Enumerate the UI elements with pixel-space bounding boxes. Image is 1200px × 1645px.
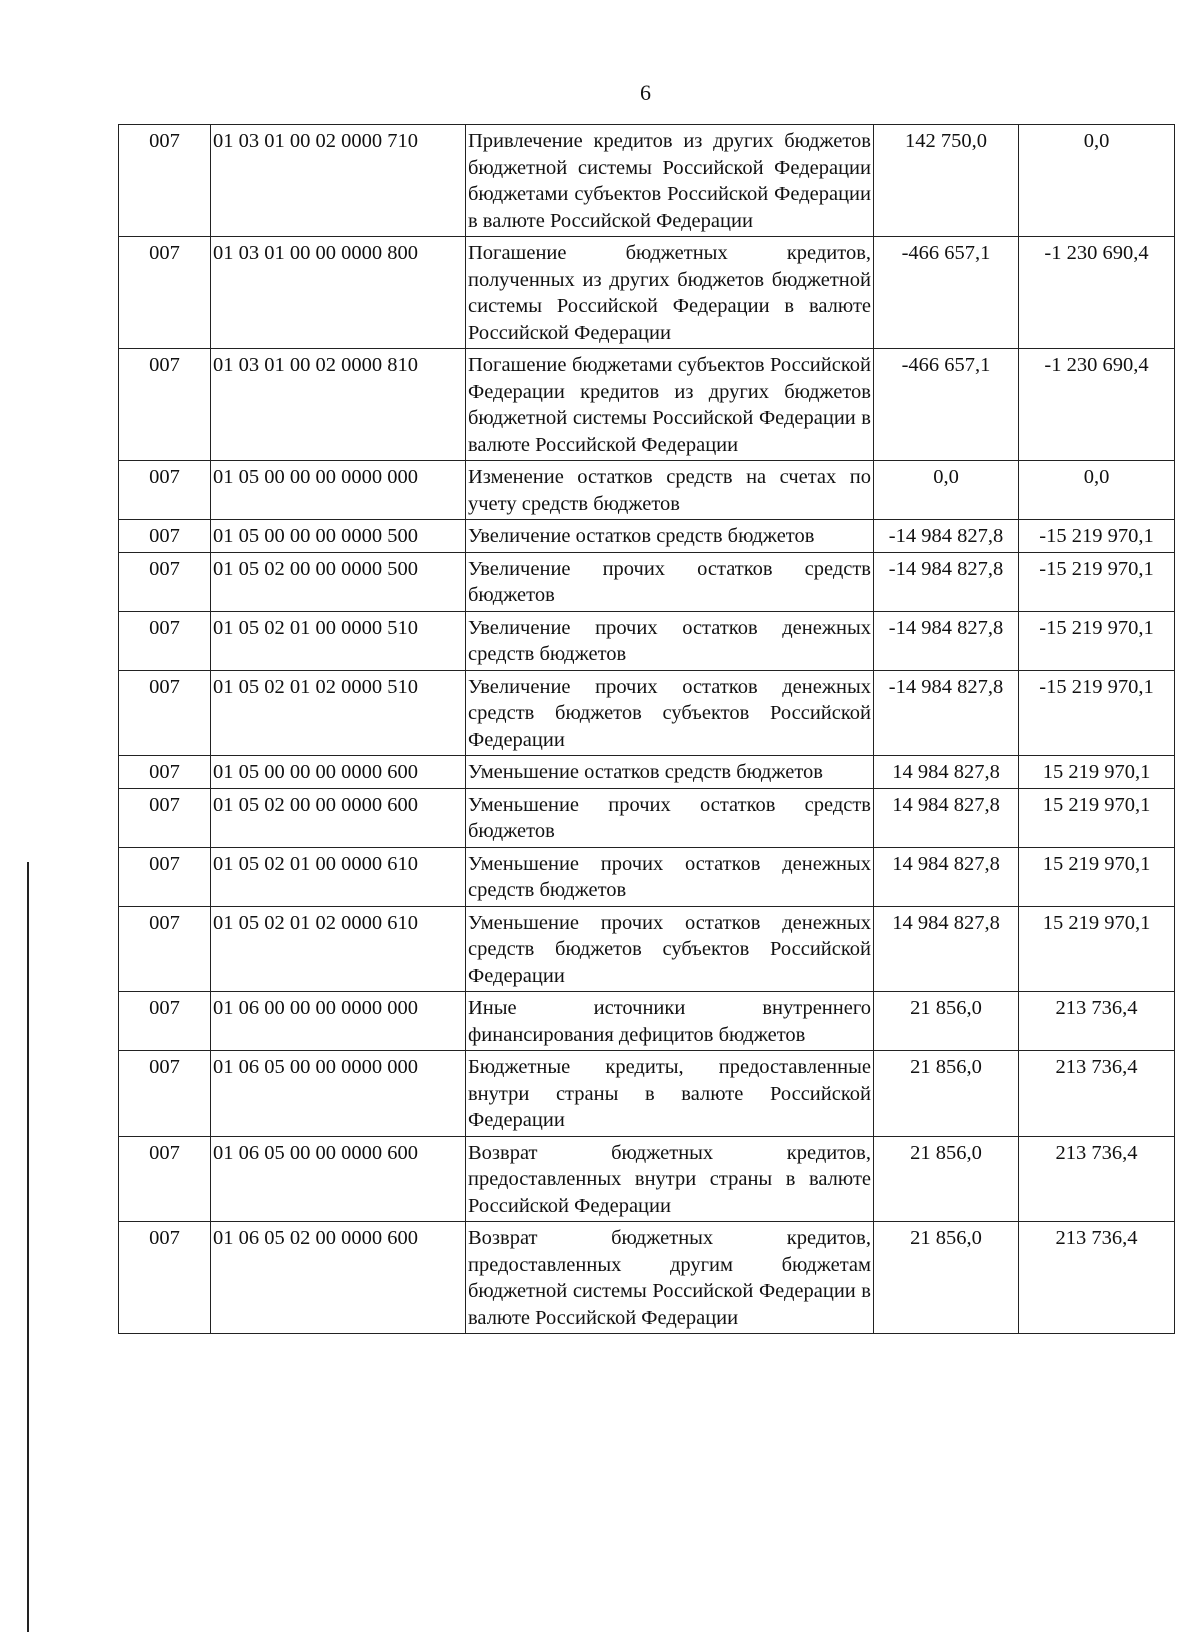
amount-second-cell: 15 219 970,1 [1019, 906, 1175, 992]
classification-code-cell: 01 03 01 00 00 0000 800 [211, 237, 466, 349]
amount-second-cell: 15 219 970,1 [1019, 847, 1175, 906]
source-name-cell: Увеличение остатков средств бюджетов [466, 520, 874, 553]
amount-first-cell: -14 984 827,8 [874, 670, 1019, 756]
classification-code-cell: 01 06 00 00 00 0000 000 [211, 992, 466, 1051]
classification-code-cell: 01 06 05 00 00 0000 600 [211, 1136, 466, 1222]
classification-code-cell: 01 05 02 01 02 0000 510 [211, 670, 466, 756]
admin-code-cell: 007 [119, 125, 211, 237]
amount-first-cell: -466 657,1 [874, 349, 1019, 461]
table-row [119, 125, 1175, 237]
source-name-cell: Увеличение прочих остатков денежных средств бюджетов [466, 611, 874, 670]
amount-first-cell: 21 856,0 [874, 1136, 1019, 1222]
amount-first-cell: -14 984 827,8 [874, 611, 1019, 670]
classification-code-cell: 01 05 02 01 02 0000 610 [211, 906, 466, 992]
amount-first-cell: 14 984 827,8 [874, 756, 1019, 789]
table-row [119, 461, 1175, 520]
source-name-cell: Иные источники внутреннего финансирования дефицитов бюджетов [466, 992, 874, 1051]
table-row [119, 906, 1175, 992]
amount-first-cell: 21 856,0 [874, 992, 1019, 1051]
classification-code-cell: 01 05 00 00 00 0000 000 [211, 461, 466, 520]
amount-second-cell: 15 219 970,1 [1019, 788, 1175, 847]
amount-second-cell: 15 219 970,1 [1019, 756, 1175, 789]
amount-first-cell: 0,0 [874, 461, 1019, 520]
classification-code-cell: 01 06 05 00 00 0000 000 [211, 1051, 466, 1137]
classification-code-cell: 01 05 00 00 00 0000 600 [211, 756, 466, 789]
amount-first-cell: -14 984 827,8 [874, 520, 1019, 553]
amount-second-cell: 0,0 [1019, 125, 1175, 237]
amount-first-cell: 14 984 827,8 [874, 847, 1019, 906]
admin-code-cell: 007 [119, 349, 211, 461]
table-row [119, 992, 1175, 1051]
amount-second-cell: -15 219 970,1 [1019, 552, 1175, 611]
table-row [119, 670, 1175, 756]
classification-code-cell: 01 05 02 00 00 0000 600 [211, 788, 466, 847]
admin-code-cell: 007 [119, 552, 211, 611]
source-name-cell: Изменение остатков средств на счетах по учету средств бюджетов [466, 461, 874, 520]
source-name-cell: Погашение бюджетных кредитов, полученных из других бюджетов бюджетной системы Российской Федерации в валюте Российской Федерации [466, 237, 874, 349]
admin-code-cell: 007 [119, 237, 211, 349]
admin-code-cell: 007 [119, 520, 211, 553]
admin-code-cell: 007 [119, 906, 211, 992]
admin-code-cell: 007 [119, 1051, 211, 1137]
source-name-cell: Уменьшение прочих остатков денежных средств бюджетов [466, 847, 874, 906]
amount-second-cell: 213 736,4 [1019, 1051, 1175, 1137]
source-name-cell: Возврат бюджетных кредитов, предоставленных другим бюджетам бюджетной системы Российской Федерации в валюте Российской Федерации [466, 1222, 874, 1334]
amount-first-cell: 21 856,0 [874, 1222, 1019, 1334]
source-name-cell: Бюджетные кредиты, предоставленные внутри страны в валюте Российской Федерации [466, 1051, 874, 1137]
table-row [119, 349, 1175, 461]
amount-second-cell: -15 219 970,1 [1019, 611, 1175, 670]
table-row [119, 1051, 1175, 1137]
source-name-cell: Уменьшение остатков средств бюджетов [466, 756, 874, 789]
margin-rule [27, 862, 29, 1632]
admin-code-cell: 007 [119, 788, 211, 847]
classification-code-cell: 01 03 01 00 02 0000 810 [211, 349, 466, 461]
admin-code-cell: 007 [119, 756, 211, 789]
amount-second-cell: -1 230 690,4 [1019, 237, 1175, 349]
table-row [119, 611, 1175, 670]
table-row [119, 1136, 1175, 1222]
classification-code-cell: 01 05 02 00 00 0000 500 [211, 552, 466, 611]
source-name-cell: Погашение бюджетами субъектов Российской Федерации кредитов из других бюджетов бюджетной системы Российской Федерации в валюте Российской Федерации [466, 349, 874, 461]
amount-first-cell: 142 750,0 [874, 125, 1019, 237]
classification-code-cell: 01 06 05 02 00 0000 600 [211, 1222, 466, 1334]
source-name-cell: Увеличение прочих остатков денежных средств бюджетов субъектов Российской Федерации [466, 670, 874, 756]
table-row [119, 552, 1175, 611]
page-number: 6 [640, 80, 651, 105]
amount-second-cell: -1 230 690,4 [1019, 349, 1175, 461]
source-name-cell: Уменьшение прочих остатков денежных средств бюджетов субъектов Российской Федерации [466, 906, 874, 992]
table-row [119, 756, 1175, 789]
amount-second-cell: 0,0 [1019, 461, 1175, 520]
source-name-cell: Возврат бюджетных кредитов, предоставленных внутри страны в валюте Российской Федерации [466, 1136, 874, 1222]
amount-second-cell: 213 736,4 [1019, 992, 1175, 1051]
admin-code-cell: 007 [119, 1222, 211, 1334]
budget-sources-table [118, 124, 1175, 1334]
table-body [119, 125, 1175, 1334]
table-row [119, 1222, 1175, 1334]
amount-second-cell: 213 736,4 [1019, 1222, 1175, 1334]
source-name-cell: Уменьшение прочих остатков средств бюджетов [466, 788, 874, 847]
amount-first-cell: 14 984 827,8 [874, 788, 1019, 847]
table-row [119, 847, 1175, 906]
amount-first-cell: -14 984 827,8 [874, 552, 1019, 611]
amount-first-cell: -466 657,1 [874, 237, 1019, 349]
amount-second-cell: -15 219 970,1 [1019, 670, 1175, 756]
amount-first-cell: 14 984 827,8 [874, 906, 1019, 992]
admin-code-cell: 007 [119, 611, 211, 670]
table-row [119, 237, 1175, 349]
table-row [119, 788, 1175, 847]
table-row [119, 520, 1175, 553]
admin-code-cell: 007 [119, 461, 211, 520]
amount-second-cell: 213 736,4 [1019, 1136, 1175, 1222]
admin-code-cell: 007 [119, 847, 211, 906]
amount-first-cell: 21 856,0 [874, 1051, 1019, 1137]
classification-code-cell: 01 05 00 00 00 0000 500 [211, 520, 466, 553]
source-name-cell: Увеличение прочих остатков средств бюджетов [466, 552, 874, 611]
admin-code-cell: 007 [119, 1136, 211, 1222]
classification-code-cell: 01 03 01 00 02 0000 710 [211, 125, 466, 237]
amount-second-cell: -15 219 970,1 [1019, 520, 1175, 553]
admin-code-cell: 007 [119, 992, 211, 1051]
classification-code-cell: 01 05 02 01 00 0000 510 [211, 611, 466, 670]
classification-code-cell: 01 05 02 01 00 0000 610 [211, 847, 466, 906]
admin-code-cell: 007 [119, 670, 211, 756]
source-name-cell: Привлечение кредитов из других бюджетов бюджетной системы Российской Федерации бюджетами субъектов Российской Федерации в валюте Российской Федерации [466, 125, 874, 237]
